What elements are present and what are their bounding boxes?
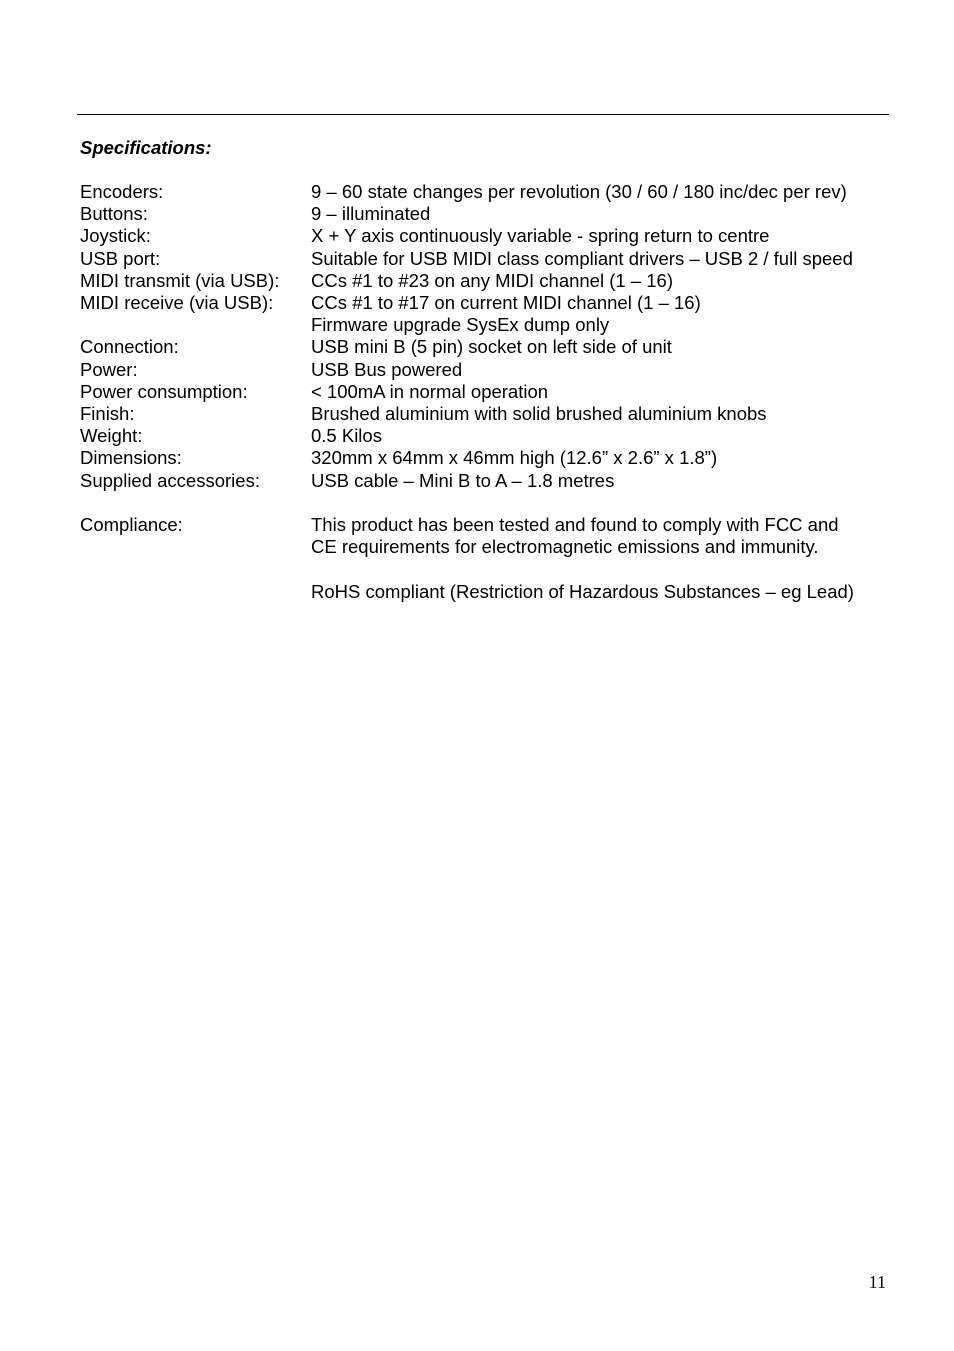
spec-row-joystick xyxy=(80,225,890,247)
spec-row-power-consumption xyxy=(80,381,890,403)
spec-value-line: CCs #1 to #17 on current MIDI channel (1 – 16) xyxy=(311,292,701,314)
spec-value xyxy=(311,203,890,225)
spec-label: Encoders: xyxy=(80,181,164,202)
spec-value-line: CE requirements for electromagnetic emissions and immunity. xyxy=(311,536,819,558)
spec-value-line: 9 – 60 state changes per revolution (30 / 60 / 180 inc/dec per rev) xyxy=(311,181,847,202)
spec-label: Power consumption: xyxy=(80,380,248,402)
spec-row-midi-receive xyxy=(80,292,890,336)
spec-label: Finish: xyxy=(80,403,135,425)
spec-value-line: < 100mA in normal operation xyxy=(311,380,549,402)
spec-value xyxy=(311,514,890,603)
spec-value xyxy=(311,225,890,247)
spec-value xyxy=(311,336,890,358)
spec-row-power xyxy=(80,359,890,381)
spec-label: MIDI transmit (via USB): xyxy=(80,269,280,291)
spec-row-compliance xyxy=(80,514,890,603)
spec-label: MIDI receive (via USB): xyxy=(80,292,274,314)
spec-value xyxy=(311,381,890,403)
spec-value xyxy=(311,359,890,381)
spec-label: USB port: xyxy=(80,247,161,269)
spec-label: Supplied accessories: xyxy=(80,469,260,491)
spec-value xyxy=(311,292,890,336)
spec-value-line: Suitable for USB MIDI class compliant drivers – USB 2 / full speed xyxy=(311,247,853,269)
spec-label: Dimensions: xyxy=(80,447,182,469)
spec-value-line: This product has been tested and found to comply with FCC and xyxy=(311,514,839,536)
spec-row-dimensions xyxy=(80,447,890,469)
specifications-list xyxy=(80,181,890,603)
spec-value-line: USB Bus powered xyxy=(311,358,463,380)
spec-label: Connection: xyxy=(80,336,179,358)
header-rule xyxy=(77,114,889,115)
spec-value xyxy=(311,181,890,203)
spec-label: Buttons: xyxy=(80,203,148,225)
spec-row-buttons xyxy=(80,203,890,225)
spec-value xyxy=(311,425,890,447)
spec-value-line: USB cable – Mini B to A – 1.8 metres xyxy=(311,469,615,491)
spec-row-encoders xyxy=(80,181,890,203)
spec-value-line: 0.5 Kilos xyxy=(311,425,382,447)
spec-value xyxy=(311,447,890,469)
spec-value-line: RoHS compliant (Restriction of Hazardous Substances – eg Lead) xyxy=(311,580,854,602)
spec-value-line: USB mini B (5 pin) socket on left side of unit xyxy=(311,336,672,358)
spec-value xyxy=(311,270,890,292)
spec-label: Weight: xyxy=(80,425,143,447)
specifications-heading: Specifications: xyxy=(80,137,212,158)
spec-value xyxy=(311,403,890,425)
spec-row-weight xyxy=(80,425,890,447)
spec-row-midi-transmit xyxy=(80,270,890,292)
spec-row-usb-port xyxy=(80,248,890,270)
spec-label: Joystick: xyxy=(80,225,151,247)
page-number: 11 xyxy=(868,1272,886,1292)
spec-value-line: 9 – illuminated xyxy=(311,203,431,225)
spec-label: Power: xyxy=(80,358,138,380)
spec-row-connection xyxy=(80,336,890,358)
spec-value-line: CCs #1 to #23 on any MIDI channel (1 – 16) xyxy=(311,269,673,291)
spec-value-line: 320mm x 64mm x 46mm high (12.6” x 2.6” x 1.8”) xyxy=(311,447,718,469)
spec-row-finish xyxy=(80,403,890,425)
spec-value-line: Brushed aluminium with solid brushed aluminium knobs xyxy=(311,403,767,425)
spec-label: Compliance: xyxy=(80,514,183,536)
spec-value-line: Firmware upgrade SysEx dump only xyxy=(311,314,610,336)
spec-value xyxy=(311,248,890,270)
spec-value-line: X + Y axis continuously variable - spring return to centre xyxy=(311,225,770,247)
spec-row-supplied-accessories xyxy=(80,470,890,492)
spec-value xyxy=(311,470,890,492)
